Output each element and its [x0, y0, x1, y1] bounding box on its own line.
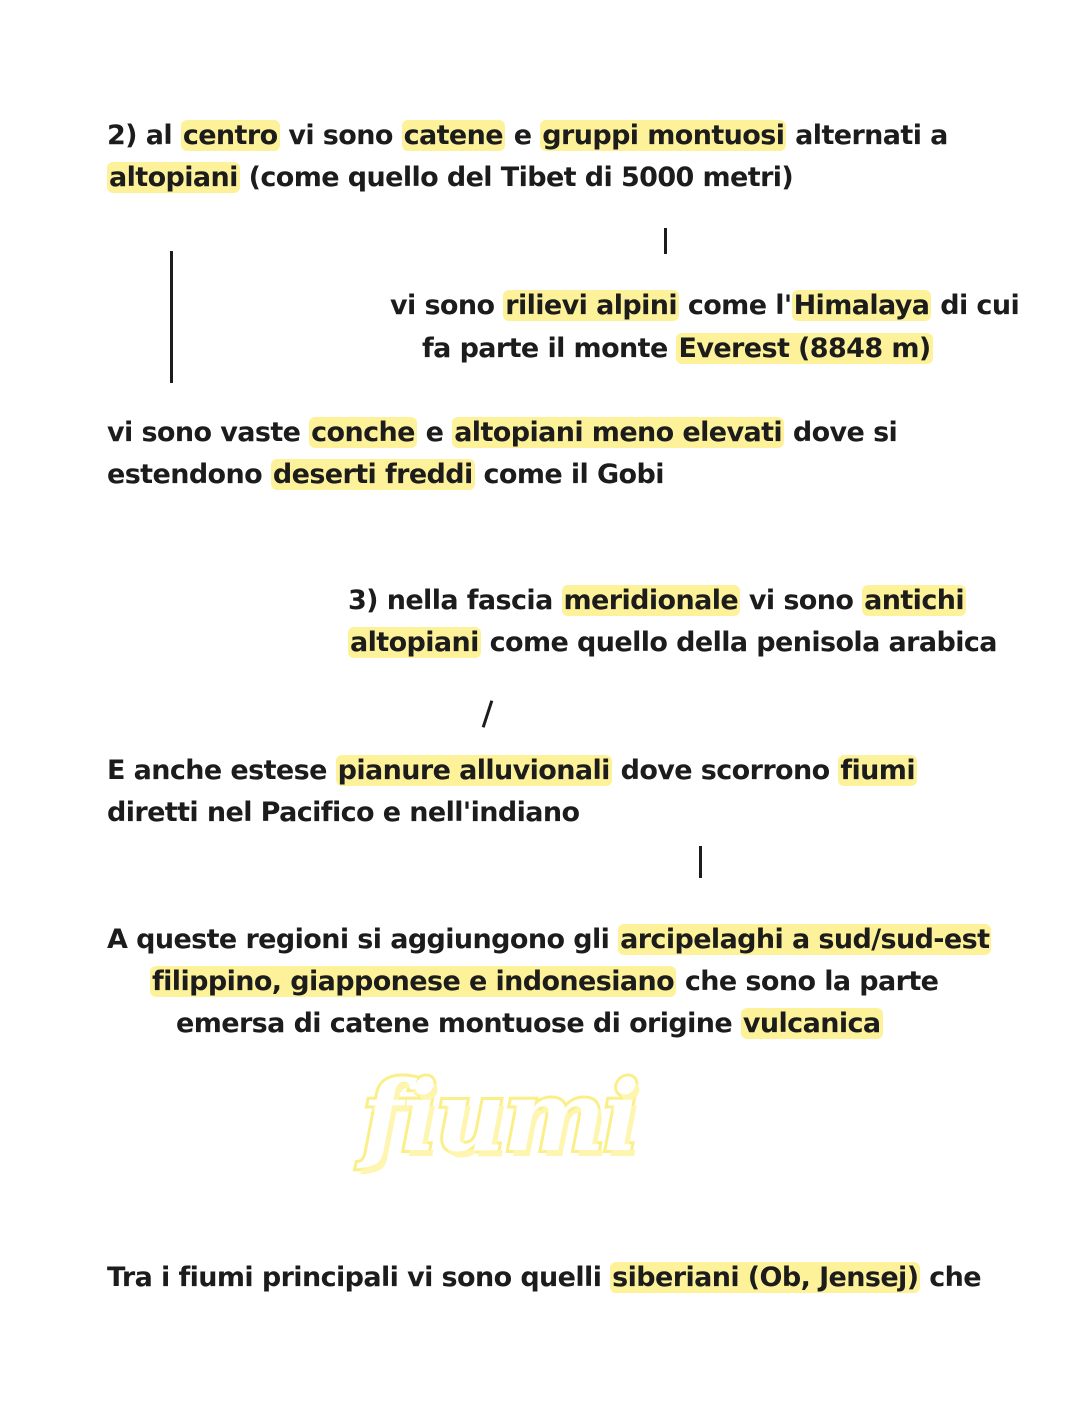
text-line — [107, 115, 948, 157]
text-segment: vi sono — [390, 290, 504, 321]
text-segment: che — [920, 1262, 981, 1293]
text-line — [107, 412, 897, 454]
text-segment: dove si — [784, 417, 898, 448]
text-segment: vi sono — [279, 120, 402, 151]
highlighted-text: arcipelaghi a sud/sud-est — [620, 924, 990, 955]
text-segment: Tra i fiumi principali vi sono quelli — [107, 1262, 611, 1293]
text-segment: e — [504, 120, 541, 151]
text-line — [422, 328, 933, 370]
highlighted-text: altopiani meno elevati — [454, 417, 783, 448]
connector-line — [482, 700, 494, 728]
text-line — [107, 919, 991, 961]
text-segment: 3) nella fascia — [348, 585, 562, 616]
text-segment: vi sono — [740, 585, 863, 616]
highlighted-text: vulcanica — [742, 1008, 881, 1039]
connector-line — [699, 846, 702, 878]
highlighted-text: meridionale — [563, 585, 739, 616]
text-segment: come l' — [679, 290, 792, 321]
text-line — [150, 961, 938, 1003]
text-segment: (come quello del Tibet di 5000 metri) — [239, 162, 794, 193]
text-segment: 2) al — [107, 120, 181, 151]
section-heading-fiumi: fiumi — [362, 1060, 638, 1173]
text-line — [348, 622, 997, 664]
text-segment: emersa di catene montuose di origine — [176, 1008, 741, 1039]
highlighted-text: siberiani (Ob, Jensej) — [612, 1262, 919, 1293]
highlighted-text: catene — [403, 120, 503, 151]
text-line — [390, 285, 1019, 327]
highlighted-text: altopiani — [350, 627, 479, 658]
text-segment: fa parte il monte — [422, 333, 677, 364]
highlighted-text: Everest (8848 m) — [678, 333, 931, 364]
text-segment: che sono la parte — [676, 966, 939, 997]
text-segment: e — [416, 417, 453, 448]
highlighted-text: antichi — [864, 585, 965, 616]
text-line — [107, 454, 664, 496]
text-segment: E anche estese — [107, 755, 336, 786]
highlighted-text: centro — [182, 120, 278, 151]
highlighted-text: filippino, giapponese e indonesiano — [152, 966, 675, 997]
text-line — [107, 750, 917, 792]
text-segment: alternati a — [786, 120, 948, 151]
text-segment: diretti nel Pacifico e nell'indiano — [107, 797, 580, 828]
text-line — [107, 792, 579, 834]
text-segment: A queste regioni si aggiungono gli — [107, 924, 619, 955]
text-line — [107, 157, 793, 199]
highlighted-text: pianure alluvionali — [337, 755, 610, 786]
highlighted-text: rilievi alpini — [505, 290, 678, 321]
highlighted-text: conche — [311, 417, 415, 448]
highlighted-text: Himalaya — [793, 290, 930, 321]
text-line — [107, 1257, 981, 1299]
connector-line — [664, 228, 667, 254]
highlighted-text: gruppi montuosi — [542, 120, 785, 151]
highlighted-text: deserti freddi — [272, 459, 473, 490]
text-segment: estendono — [107, 459, 271, 490]
text-segment: come quello della penisola arabica — [480, 627, 997, 658]
text-line — [176, 1003, 883, 1045]
text-segment: dove scorrono — [611, 755, 839, 786]
text-segment: vi sono vaste — [107, 417, 310, 448]
text-line — [348, 580, 966, 622]
text-segment: come il Gobi — [474, 459, 664, 490]
connector-line — [170, 251, 173, 383]
highlighted-text: altopiani — [109, 162, 238, 193]
text-segment: di cui — [931, 290, 1020, 321]
highlighted-text: fiumi — [840, 755, 915, 786]
